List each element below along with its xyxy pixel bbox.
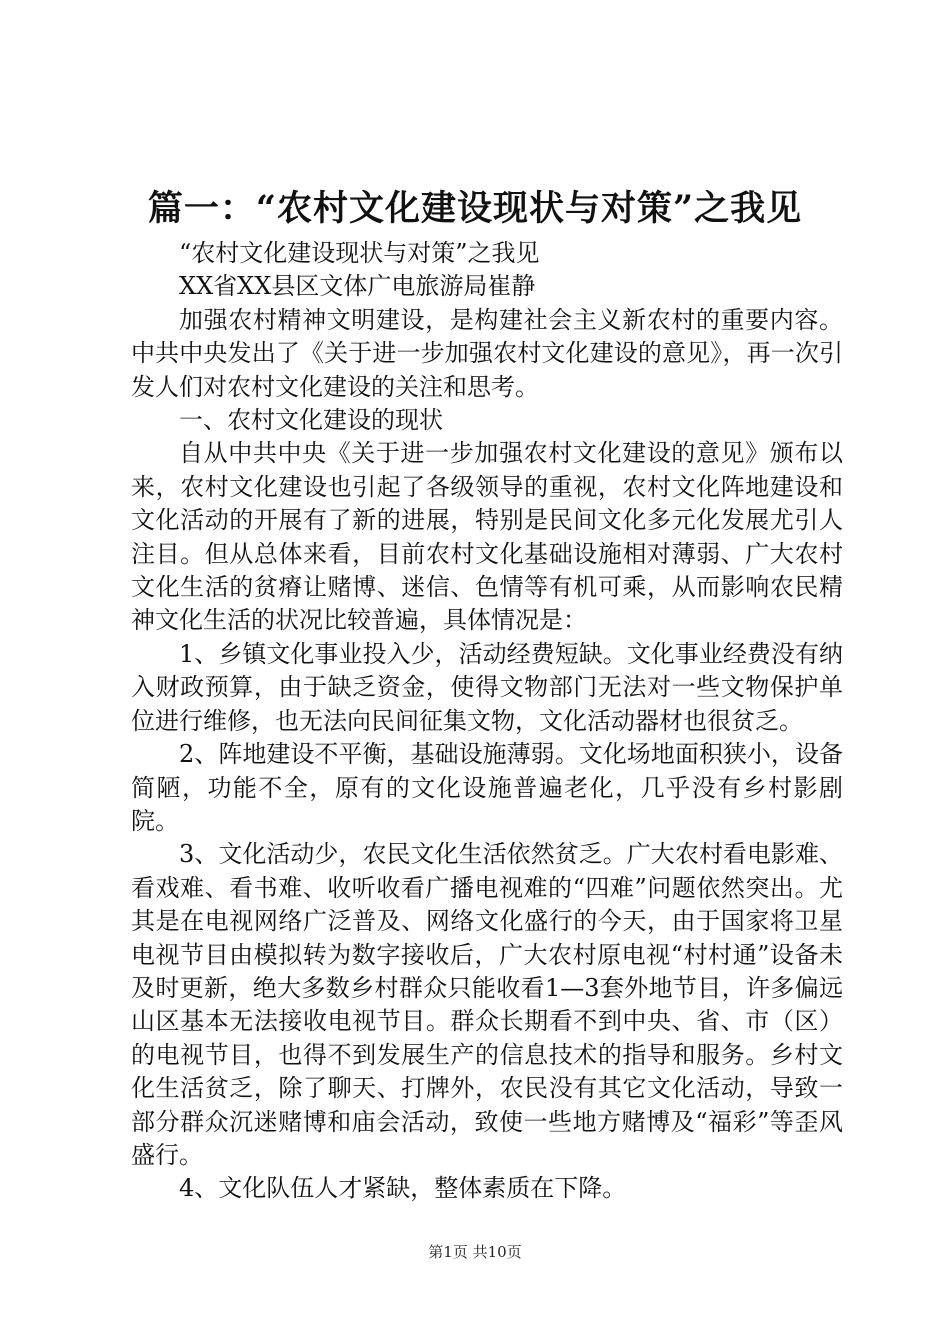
author-line: XX省XX县区文体广电旅游局崔静 [179,272,536,301]
list-item-4: 4、文化队伍人才紧缺，整体素质在下降。 [179,1174,627,1203]
list-item-2: 2、阵地建设不平衡，基础设施薄弱。文化场地面积狭小，设备简陋，功能不全，原有的文化设施普遍老化，几乎没有乡村影剧院。 [131,740,843,835]
section-heading: 一、农村文化建设的现状 [179,406,443,435]
body-paragraph: 自从中共中央《关于进一步加强农村文化建设的意见》颁布以来，农村文化建设也引起了各级领导的重视，农村文化阵地建设和文化活动的开展有了新的进展，特别是民间文化多元化发展尤引人注目。但从总体来看，目前农村文化基础设施相对薄弱、广大农村文化生活的贫瘠让赌博、迷信、色情等有机可乘，从而影响农民精神文化生活的状况比较普遍，具体情况是： [131,439,843,635]
document-title: 篇一：“农村文化建设现状与对策”之我见 [147,188,803,229]
list-item-1: 1、乡镇文化事业投入少，活动经费短缺。文化事业经费没有纳入财政预算，由于缺乏资金，使得文物部门无法对一些文物保护单位进行维修，也无法向民间征集文物，文化活动器材也很贫乏。 [131,639,843,735]
subtitle-paragraph: “农村文化建设现状与对策”之我见 [179,239,540,267]
document-body [131,237,843,1206]
page-footer: 第1页 共10页 [428,1243,522,1261]
body-paragraph: 加强农村精神文明建设，是构建社会主义新农村的重要内容。中共中央发出了《关于进一步加强农村文化建设的意见》，再一次引发人们对农村文化建设的关注和思考。 [131,305,843,401]
list-item-3: 3、文化活动少，农民文化生活依然贫乏。广大农村看电影难、看戏难、看书难、收听收看广播电视难的“四难”问题依然突出。尤其是在电视网络广泛普及、网络文化盛行的今天，由于国家将卫星电视节目由模拟转为数字接收后，广大农村原电视“村村通”设备未及时更新，绝大多数乡村群众只能收看1—3套外地节目，许多偏远山区基本无法接收电视节目。群众长期看不到中央、省、市（区）的电视节目，也得不到发展生产的信息技术的指导和服务。乡村文化生活贫乏，除了聊天、打牌外，农民没有其它文化活动，导致一部分群众沉迷赌博和庙会活动，致使一些地方赌博及“福彩”等歪风盛行。 [131,840,843,1169]
